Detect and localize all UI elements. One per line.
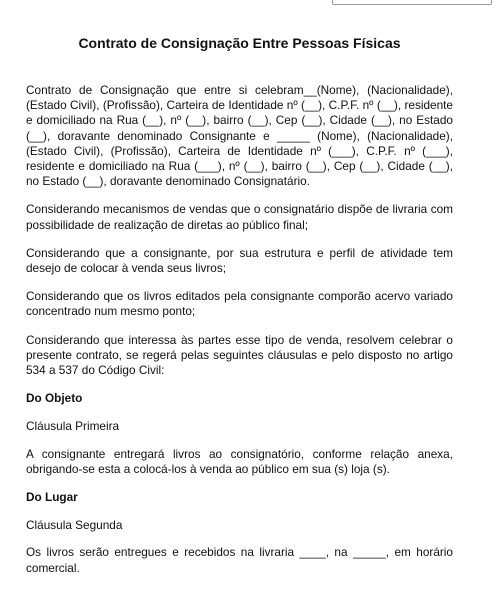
paragraph-clause-first: A consignante entregará livros ao consignatório, conforme relação anexa, obrigando-se esta a colocá-los à venda ao público em sua (s) loja (s).	[26, 446, 453, 476]
section-heading-place: Do Lugar	[26, 490, 78, 505]
paragraph-considering-4: Considerando que interessa às partes esse tipo de venda, resolvem celebrar o presente contrato, se regerá pelas seguintes cláusulas e pelo disposto no artigo 534 a 537 do Código Civil:	[26, 332, 453, 378]
window-edge-frame	[332, 0, 492, 5]
paragraph-parties: Contrato de Consignação que entre si celebram__(Nome), (Nacionalidade), (Estado Civil), (Profissão), Carteira de Identidade nº (__), C.P.F. nº (__), residente e domiciliado na Rua (__), nº (__), bairro (__), Cep (__), Cidade (__), no Estado (__), doravante denominado Consignante e _____ (Nome), (Nacionalidade), (Estado Civil), (Profissão), Carteira de Identidade nº (___), C.P.F. nº (___), residente e domiciliado na Rua (___), nº (__), bairro (__), Cep (__), Cidade (__), no Estado (__), doravante denominado Consignatário.	[26, 83, 453, 189]
clause-label-first: Cláusula Primeira	[26, 419, 120, 434]
paragraph-considering-3: Considerando que os livros editados pela consignante comporão acervo variado concentrado num mesmo ponto;	[26, 289, 453, 319]
document-title: Contrato de Consignação Entre Pessoas Físicas	[78, 35, 401, 51]
section-heading-object: Do Objeto	[26, 391, 83, 406]
paragraph-considering-1: Considerando mecanismos de vendas que o consignatário dispõe de livraria com possibilidade de realização de diretas ao público final;	[26, 202, 453, 232]
paragraph-considering-2: Considerando que a consignante, por sua estrutura e perfil de atividade tem desejo de colocar à venda seus livros;	[26, 245, 453, 276]
document-body	[26, 83, 453, 589]
paragraph-clause-second: Os livros serão entregues e recebidos na livraria ____, na _____, em horário comercial.	[26, 545, 453, 575]
clause-label-second: Cláusula Segunda	[26, 518, 123, 533]
